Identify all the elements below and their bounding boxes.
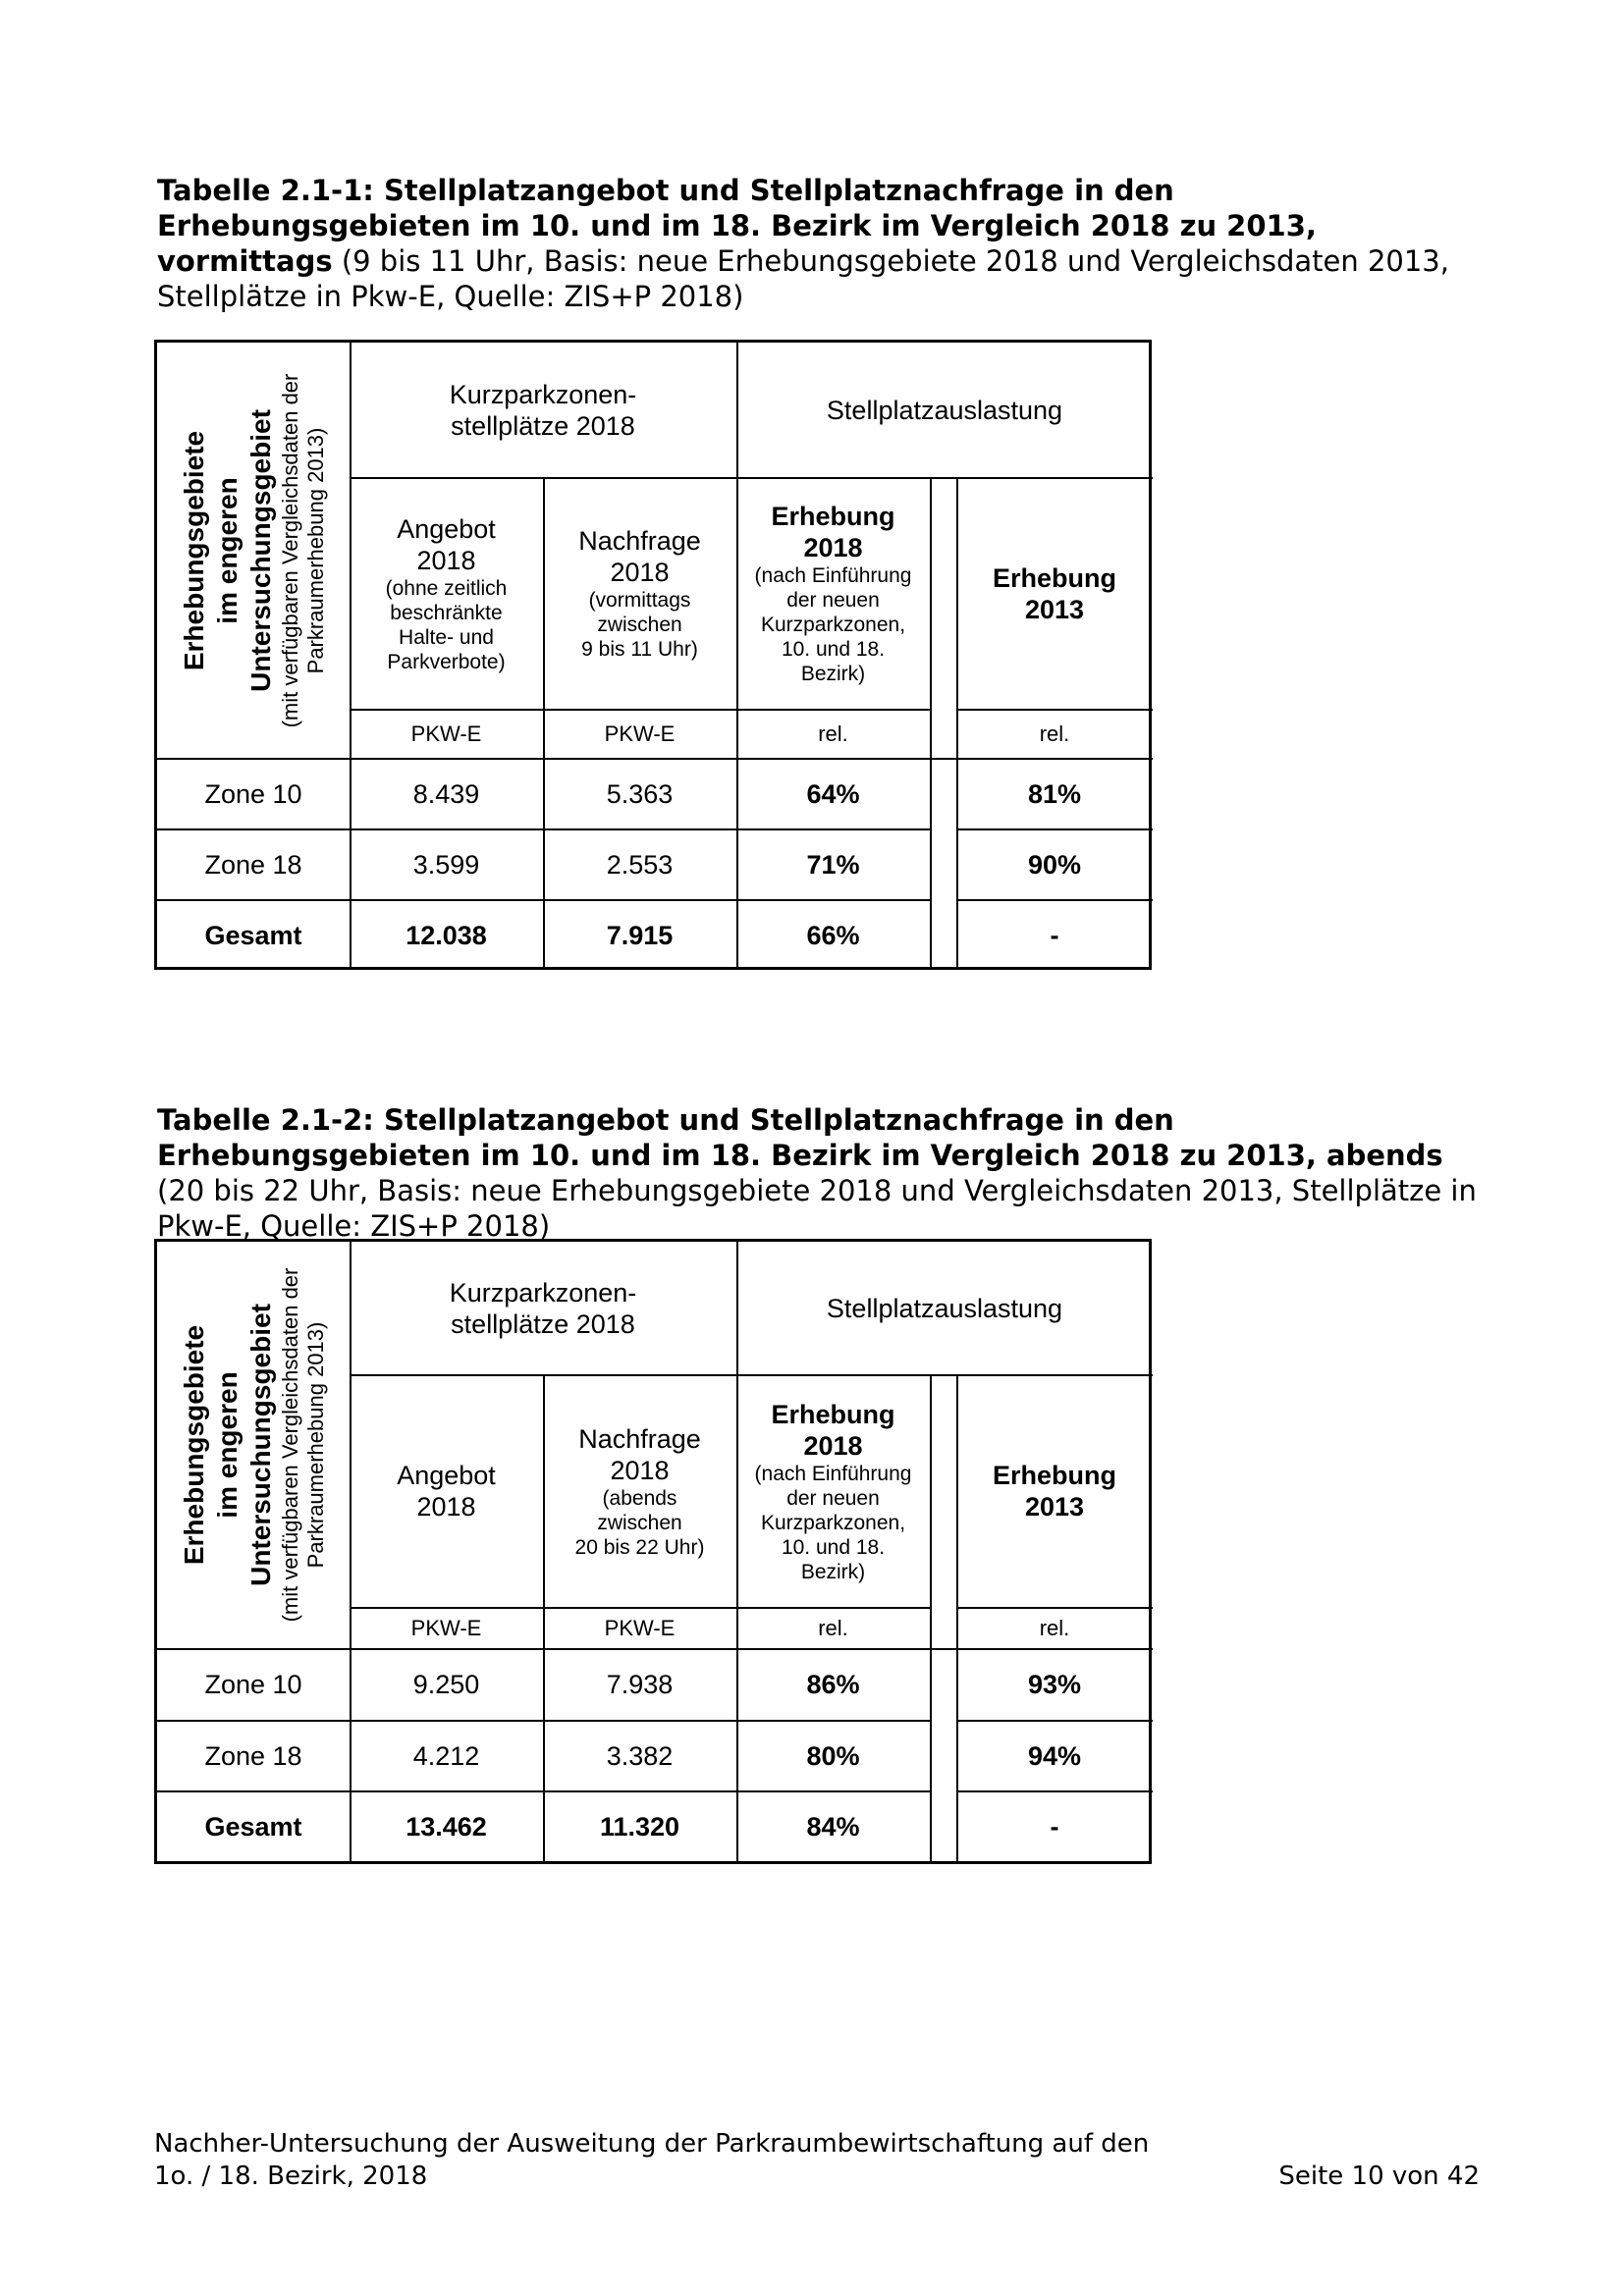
row-header-label [157,343,350,759]
col-header-erhebung-2013 [956,1375,1153,1607]
row-header-subtitle: Parkraumerhebung 2013) [303,427,328,674]
col-title: 2013 [1024,1492,1085,1522]
table-1-caption-normal: (9 bis 11 Uhr, Basis: neue Erhebungsgebiete 2018 und Vergleichsdaten 2013, Stellplätze in Pkw-E, Quelle: ZIS+P 2018) [157,244,1449,313]
group-header-kurzparkzonen [350,1242,736,1374]
col-title: Erhebung [771,1399,895,1429]
col-header-nachfrage [543,1375,736,1607]
angebot-value: 13.462 [406,1811,487,1842]
col-note: Bezirk) [800,663,866,685]
col-header-angebot [350,478,543,709]
auslastung-2013-value: 81% [1027,778,1082,809]
col-note: (abends [602,1486,677,1510]
table-1-caption-bold: Tabelle 2.1-1: Stellplatzangebot und Stellplatznachfrage in den Erhebungsgebieten im 10. und im 18. Bezirk im Vergleich 2018 zu 2013, vormittags [157,174,1317,278]
zone-label: Zone 18 [204,1740,302,1771]
auslastung-2018-value: 64% [806,778,860,809]
col-note: Bezirk) [800,1560,866,1583]
col-header-erhebung-2013 [956,478,1153,709]
nachfrage-value: 11.320 [599,1811,680,1842]
table-2-caption-normal: (20 bis 22 Uhr, Basis: neue Erhebungsgebiete 2018 und Vergleichsdaten 2013, Stellplätze in Pkw-E, Quelle: ZIS+P 2018) [157,1174,1477,1243]
col-title: Nachfrage [578,1423,701,1454]
col-note: Kurzparkzonen, [760,614,906,636]
auslastung-2013-value: 90% [1027,849,1082,880]
auslastung-2013-value: - [1050,920,1059,950]
angebot-value: 8.439 [412,778,480,809]
group-header-auslastung: Stellplatzauslastung [826,1293,1063,1323]
unit-label: rel. [1039,1615,1070,1640]
page-number: Seite 10 von 42 [1278,2162,1480,2191]
zone-label: Zone 18 [204,849,302,880]
table-2 [154,1239,1152,1864]
auslastung-2013-value: 93% [1027,1670,1082,1699]
col-title: 2018 [610,1455,670,1485]
col-note: 10. und 18. [781,638,886,661]
col-title: 2018 [416,1492,476,1522]
col-title: 2018 [416,545,476,575]
col-title: Nachfrage [578,526,701,556]
footer-title-line: Nachher-Untersuchung der Ausweitung der Parkraumbewirtschaftung auf den [154,2129,1150,2159]
col-note: beschränkte [390,601,503,624]
col-header-erhebung-2018 [736,1375,930,1607]
angebot-value: 3.599 [412,849,480,880]
col-note: (ohne zeitlich [385,576,508,600]
nachfrage-value: 7.915 [606,920,674,950]
unit-label: PKW-E [410,1615,482,1640]
col-note: (nach Einführung [754,564,912,587]
unit-label: rel. [1039,721,1070,746]
zone-label: Zone 10 [204,1670,302,1699]
unit-label: rel. [818,721,848,746]
auslastung-2013-value: - [1050,1811,1059,1842]
col-note: (nach Einführung [754,1462,912,1485]
angebot-value: 4.212 [412,1740,480,1771]
col-note: der neuen [786,589,880,612]
unit-label: rel. [818,1615,848,1640]
angebot-value: 12.038 [406,920,487,950]
auslastung-2018-value: 71% [806,849,860,880]
page-footer [154,2128,1480,2193]
group-header-line: Kurzparkzonen- [449,379,637,409]
row-header-title: Erhebungsgebiete [179,1324,209,1566]
auslastung-2018-value: 66% [806,920,860,950]
row-header-title: Untersuchungsgebiet [245,409,276,692]
col-title: Angebot [397,513,496,544]
col-note: Parkverbote) [387,650,506,673]
row-header-title: im engeren [212,477,243,624]
col-title: 2018 [803,1430,863,1461]
row-header-label [157,1242,350,1648]
col-note: (vormittags [588,589,691,612]
col-title: Erhebung [771,502,895,531]
table-2-caption [157,1102,1492,1244]
col-note: Kurzparkzonen, [760,1511,906,1534]
col-note: 10. und 18. [781,1535,886,1559]
col-header-nachfrage [543,478,736,709]
col-note: 9 bis 11 Uhr) [581,638,698,661]
col-title: 2018 [610,558,670,587]
nachfrage-value: 3.382 [606,1740,674,1771]
unit-label: PKW-E [410,721,482,746]
nachfrage-value: 2.553 [606,849,674,880]
table-1 [154,340,1152,970]
footer-title-line: 1o. / 18. Bezirk, 2018 [154,2162,428,2191]
group-header-line: stellplätze 2018 [451,410,635,441]
col-note: der neuen [786,1486,880,1510]
col-header-angebot [350,1375,543,1607]
auslastung-2018-value: 80% [806,1740,860,1771]
unit-label: PKW-E [604,721,676,746]
group-header-auslastung: Stellplatzauslastung [826,395,1063,425]
row-header-title: Untersuchungsgebiet [245,1304,276,1586]
nachfrage-value: 7.938 [606,1670,674,1699]
row-header-subtitle: (mit verfügbaren Vergleichsdaten der [278,1267,302,1623]
row-header-title: im engeren [212,1371,243,1519]
col-title: Erhebung [993,1461,1116,1490]
auslastung-2013-value: 94% [1027,1740,1082,1771]
col-note: zwischen [597,614,682,636]
group-header-kurzparkzonen [350,343,736,477]
group-header-line: stellplätze 2018 [451,1308,635,1339]
zone-label-total: Gesamt [204,1811,302,1842]
auslastung-2018-value: 86% [806,1670,860,1699]
group-header-line: Kurzparkzonen- [449,1277,637,1308]
row-header-subtitle: Parkraumerhebung 2013) [303,1321,328,1569]
col-note: 20 bis 22 Uhr) [574,1535,705,1559]
zone-label: Zone 10 [204,778,302,809]
unit-label: PKW-E [604,1615,676,1640]
col-header-erhebung-2018 [736,478,930,709]
col-title: Angebot [397,1461,496,1490]
col-note: zwischen [597,1511,682,1534]
row-header-title: Erhebungsgebiete [179,430,209,671]
col-note: Halte- und [399,625,494,649]
angebot-value: 9.250 [412,1670,480,1699]
table-1-caption [157,173,1492,314]
row-header-subtitle: (mit verfügbaren Vergleichsdaten der [278,373,302,728]
table-2-caption-bold: Tabelle 2.1-2: Stellplatzangebot und Stellplatznachfrage in den Erhebungsgebieten im 10. und im 18. Bezirk im Vergleich 2018 zu 2013, abends [157,1103,1443,1172]
auslastung-2018-value: 84% [806,1811,860,1842]
zone-label-total: Gesamt [204,920,302,950]
col-title: Erhebung [993,562,1116,593]
col-title: 2018 [803,533,863,562]
col-title: 2013 [1024,594,1085,624]
nachfrage-value: 5.363 [606,778,674,809]
